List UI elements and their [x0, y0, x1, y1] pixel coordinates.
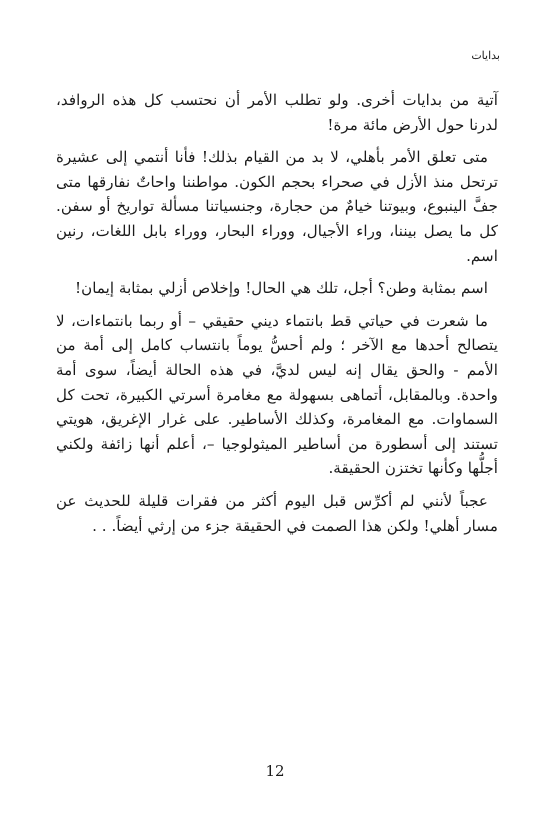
running-head-title: بدايات — [471, 49, 500, 62]
paragraph-4: ما شعرت في حياتي قط بانتماء ديني حقيقي – أو ربما بانتماءات، لا يتصالح أحدها مع الآخر ؛ ولم أحسُّ يوماً بانتساب كامل إلى أمة من الأمم - والحق يقال إنه ليس لديَّ، في هذه الحالة أيضاً، سوى أمة واحدة. وبالمقابل، أتماهى بسهولة مع مغامرة أسرتي الكبيرة، تحت كل السماوات. مع المغامرة، وكذلك الأساطير. على غرار الإغريق، هويتي تستند إلى أسطورة من أساطير الميثولوجيا –، أعلم أنها زائفة ولكني أجلُّها وكأنها تختزن الحقيقة. — [56, 311, 498, 478]
paragraph-5: عجباً لأنني لم أكرِّس قبل اليوم أكثر من فقرات قليلة للحديث عن مسار أهلي! ولكن هذا الصمت في الحقيقة جزء من إرثي أيضاً. . . — [56, 491, 498, 535]
page-number: 12 — [265, 762, 285, 780]
body-text — [56, 88, 498, 546]
paragraph-1: آتية من بدايات أخرى. ولو تطلب الأمر أن نحتسب كل هذه الروافد، لدرنا حول الأرض مائة مرة! — [56, 91, 498, 134]
paragraph-2: متى تعلق الأمر بأهلي، لا بد من القيام بذلك! فأنا أنتمي إلى عشيرة ترتحل منذ الأزل في صحراء بحجم الكون. مواطننا واحاتٌ نفارقها متى جفَّ الينبوع، وبيوتنا خيامٌ من حجارة، وجنسياتنا مسألة تواريخ أو سفن. كل ما يصل بيننا، وراء الأجيال، ووراء البحار، ووراء بابل اللغات، رنين اسم. — [56, 148, 498, 265]
paragraph-3: اسم بمثابة وطن؟ أجل، تلك هي الحال! وإخلاص أزلي بمثابة إيمان! — [74, 279, 488, 298]
